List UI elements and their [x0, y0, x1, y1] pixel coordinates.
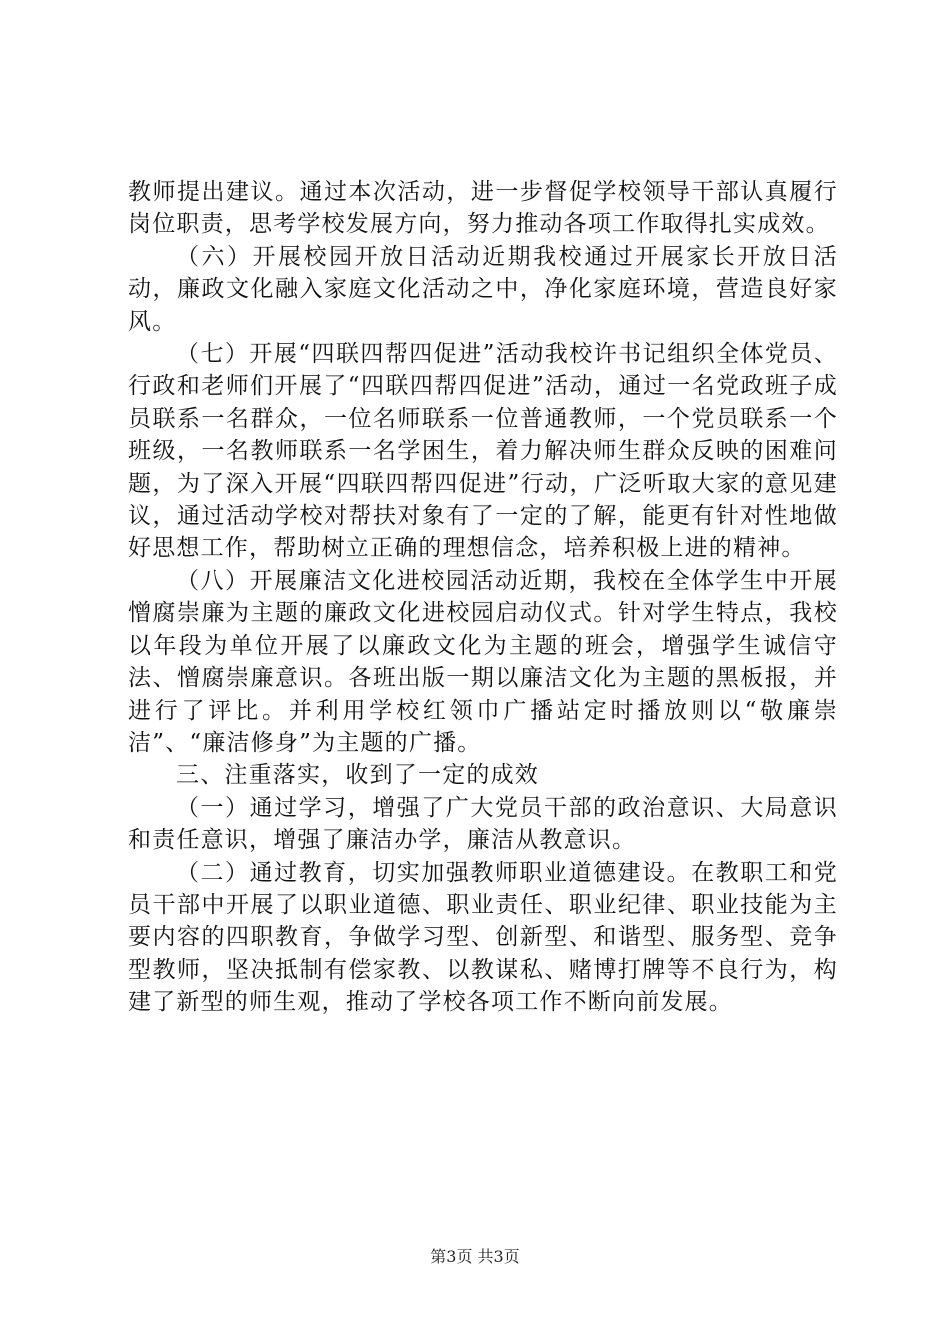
paragraph-section-8: （八）开展廉洁文化进校园活动近期，我校在全体学生中开展憎腐崇廉为主题的廉政文化进校园启动仪式。针对学生特点，我校以年段为单位开展了以廉政文化为主题的班会，增强学生诚信守法、憎腐崇廉意识。各班出版一期以廉洁文化为主题的黑板报，并进行了评比。并利用学校红领巾广播站定时播放则以“敬廉崇洁”、“廉洁修身”为主题的广播。	[128, 567, 838, 756]
paragraph-section-6: （六）开展校园开放日活动近期我校通过开展家长开放日活动，廉政文化融入家庭文化活动之中，净化家庭环境，营造良好家风。	[128, 243, 838, 335]
paragraph-subsection-1: （一）通过学习，增强了广大党员干部的政治意识、大局意识和责任意识，增强了廉洁办学，廉洁从教意识。	[128, 794, 838, 854]
section-heading-3: 三、注重落实，收到了一定的成效	[176, 762, 539, 789]
paragraph-continuation: 教师提出建议。通过本次活动，进一步督促学校领导干部认真履行岗位职责，思考学校发展方向，努力推动各项工作取得扎实成效。	[128, 179, 838, 238]
document-body	[128, 176, 838, 1019]
paragraph-section-7: （七）开展“四联四帮四促进”活动我校许书记组织全体党员、行政和老师们开展了“四联四帮四促进”活动，通过一名党政班子成员联系一名群众，一位名师联系一位普通教师，一个党员联系一个班级，一名教师联系一名学困生，着力解决师生群众反映的困难问题，为了深入开展“四联四帮四促进”行动，广泛听取大家的意见建议，通过活动学校对帮扶对象有了一定的了解，能更有针对性地做好思想工作，帮助树立正确的理想信念，培养积极上进的精神。	[128, 341, 838, 562]
paragraph-subsection-2: （二）通过教育，切实加强教师职业道德建设。在教职工和党员干部中开展了以职业道德、职业责任、职业纪律、职业技能为主要内容的四职教育，争做学习型、创新型、和谐型、服务型、竞争型教师，坚决抵制有偿家教、以教谋私、赌博打牌等不良行为，构建了新型的师生观，推动了学校各项工作不断向前发展。	[128, 859, 838, 1016]
page-footer: 第3页 共3页	[430, 1247, 520, 1266]
